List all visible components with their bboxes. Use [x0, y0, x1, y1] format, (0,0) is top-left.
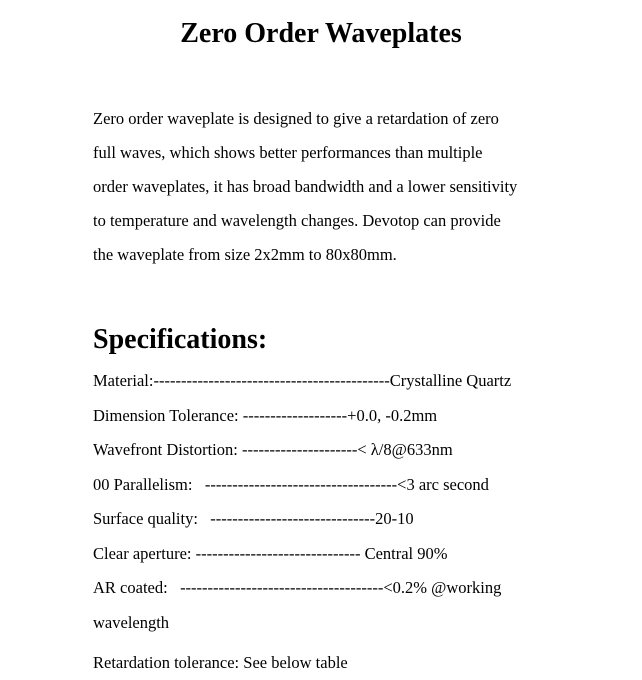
spec-value: <3 arc second: [397, 474, 489, 494]
spec-dashes: -------------------------------------------: [153, 371, 390, 390]
spec-row-ar-coated: [93, 571, 613, 606]
spec-value: < λ/8@633nm: [357, 440, 453, 459]
intro-line: full waves, which shows better performances than multiple: [93, 143, 483, 162]
spec-row-parallelism: [93, 468, 613, 503]
spec-row-clear-aperture: [93, 537, 613, 572]
spec-row-material: [93, 364, 613, 399]
spec-dashes: -------------------------------------: [180, 578, 384, 597]
spec-row-dimension-tolerance: [93, 399, 613, 434]
spec-dashes: ---------------------: [241, 440, 358, 459]
intro-line: the waveplate from size 2x2mm to 80x80mm.: [93, 245, 397, 264]
spec-dashes: ------------------------------: [195, 543, 365, 563]
intro-paragraph: [93, 102, 563, 272]
spec-label: Surface quality:: [93, 509, 211, 528]
spec-value: wavelength: [93, 612, 170, 632]
spec-value: Central 90%: [364, 543, 448, 563]
spec-row-surface-quality: [93, 502, 613, 537]
spec-label: Clear aperture:: [93, 543, 196, 563]
spec-value: <0.2% @working: [383, 578, 502, 597]
intro-line: Zero order waveplate is designed to give a retardation of zero: [93, 109, 499, 128]
spec-row-wavefront-distortion: [93, 433, 613, 468]
spec-label: 00 Parallelism:: [93, 474, 205, 494]
specifications-list: [93, 364, 613, 640]
spec-row-ar-coated-continuation: [93, 606, 613, 641]
spec-label: Wavefront Distortion:: [93, 440, 242, 459]
intro-line: to temperature and wavelength changes. Devotop can provide: [93, 211, 501, 230]
spec-dashes: -------------------: [242, 405, 348, 425]
intro-line: order waveplates, it has broad bandwidth and a lower sensitivity: [93, 177, 518, 196]
retardation-tolerance-note: Retardation tolerance: See below table: [93, 653, 348, 672]
spec-value: 20-10: [375, 509, 414, 528]
spec-label: AR coated:: [93, 578, 181, 597]
spec-value: +0.0, -0.2mm: [347, 405, 438, 425]
spec-label: Material:: [93, 371, 154, 390]
page-title: Zero Order Waveplates: [180, 18, 462, 49]
spec-dashes: ------------------------------: [210, 509, 376, 528]
specifications-heading: Specifications:: [93, 324, 268, 355]
spec-dashes: -----------------------------------: [204, 474, 398, 494]
spec-value: Crystalline Quartz: [389, 371, 512, 390]
spec-label: Dimension Tolerance:: [93, 405, 243, 425]
